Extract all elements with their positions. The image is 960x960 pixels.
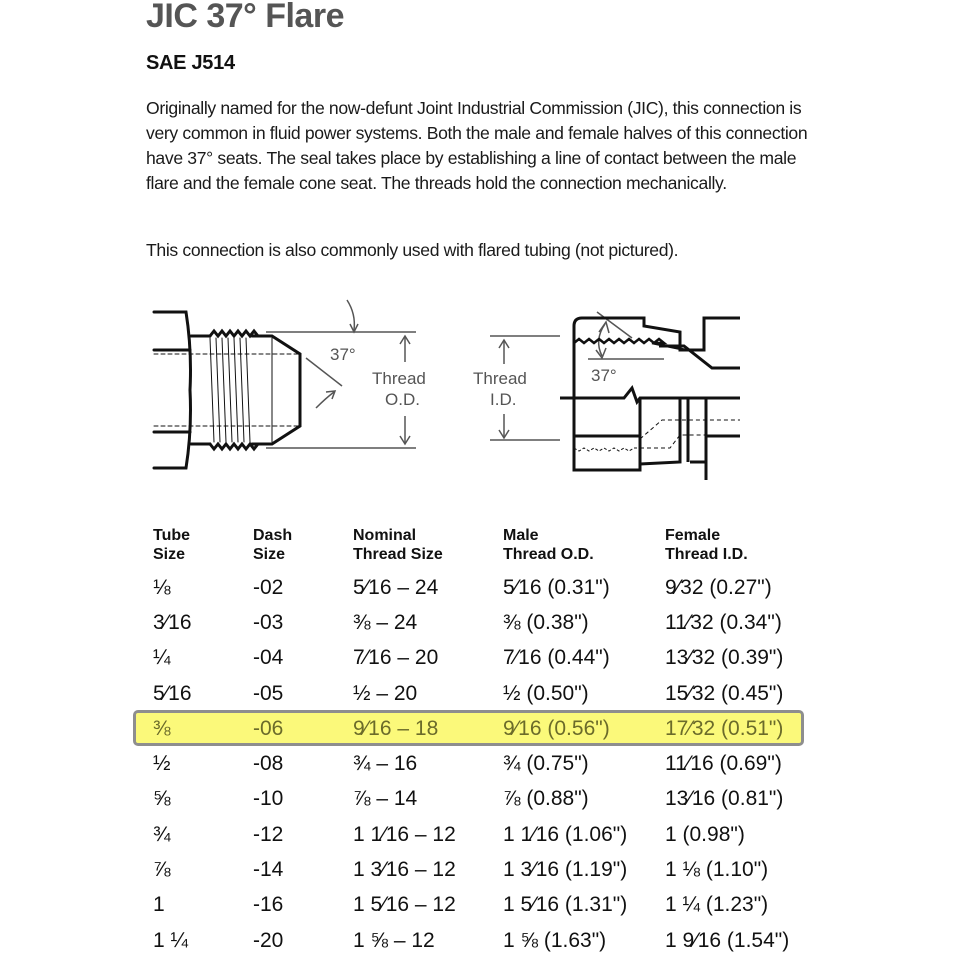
male-angle-label: 37° [330, 345, 356, 364]
header-male-thread-od: Male Thread O.D. [503, 527, 594, 563]
note-paragraph: This connection is also commonly used with flared tubing (not pictured). [146, 240, 679, 260]
female-fitting-drawing [560, 318, 740, 480]
female-thread-label-2: I.D. [490, 390, 517, 409]
table-row: 1 ¼ -20 1 ⅝ – 12 1 ⅝ (1.63") 1 9⁄16 (1.54") [153, 928, 790, 952]
table-row: ½ -08 ¾ – 16 ¾ (0.75") 11⁄16 (0.69") [153, 752, 782, 776]
page-title: JIC 37° Flare [146, 0, 344, 35]
table-header [153, 526, 813, 570]
male-thread-label-1: Thread [372, 369, 426, 388]
header-dash-size: Dash Size [253, 527, 293, 563]
table-row: 1 -16 1 5⁄16 – 12 1 5⁄16 (1.31") 1 ¼ (1.23") [153, 893, 769, 917]
table-row-highlighted: ⅜ -06 9⁄16 – 18 9⁄16 (0.56") 17⁄32 (0.51") [153, 716, 784, 740]
female-angle-label: 37° [591, 366, 617, 385]
male-fitting-drawing [154, 312, 300, 468]
table-body [153, 570, 813, 958]
description-paragraph: Originally named for the now-defunt Joint Industrial Commission (JIC), this connection is very common in fluid power systems. Both the male and female halves of this connection have 37° seats. The seal takes place by establishing a line of contact between the male flare and the female cone seat. The threads hold the connection mechanically. [146, 98, 808, 193]
table-row: ¼ -04 7⁄16 – 20 7⁄16 (0.44") 13⁄32 (0.39") [153, 646, 784, 670]
table-row: 5⁄16 -05 ½ – 20 ½ (0.50") 15⁄32 (0.45") [153, 681, 784, 705]
header-female-thread-id: Female Thread I.D. [665, 527, 748, 563]
table-row: 3⁄16 -03 ⅜ – 24 ⅜ (0.38") 11⁄32 (0.34") [153, 610, 782, 634]
male-thread-label-2: O.D. [385, 390, 420, 409]
table-row: ¾ -12 1 1⁄16 – 12 1 1⁄16 (1.06") 1 (0.98") [153, 822, 745, 846]
fitting-diagram [140, 290, 740, 480]
table-row: ⅛ -02 5⁄16 – 24 5⁄16 (0.31") 9⁄32 (0.27") [153, 575, 772, 599]
specs-table [153, 526, 813, 958]
female-thread-label-1: Thread [473, 369, 527, 388]
table-row: ⅝ -10 ⅞ – 14 ⅞ (0.88") 13⁄16 (0.81") [153, 787, 784, 811]
header-tube-size: Tube Size [153, 527, 191, 563]
standard-subtitle: SAE J514 [146, 52, 235, 74]
table-row: ⅞ -14 1 3⁄16 – 12 1 3⁄16 (1.19") 1 ⅛ (1.10") [153, 858, 769, 882]
header-nominal-thread-size: Nominal Thread Size [353, 527, 443, 563]
